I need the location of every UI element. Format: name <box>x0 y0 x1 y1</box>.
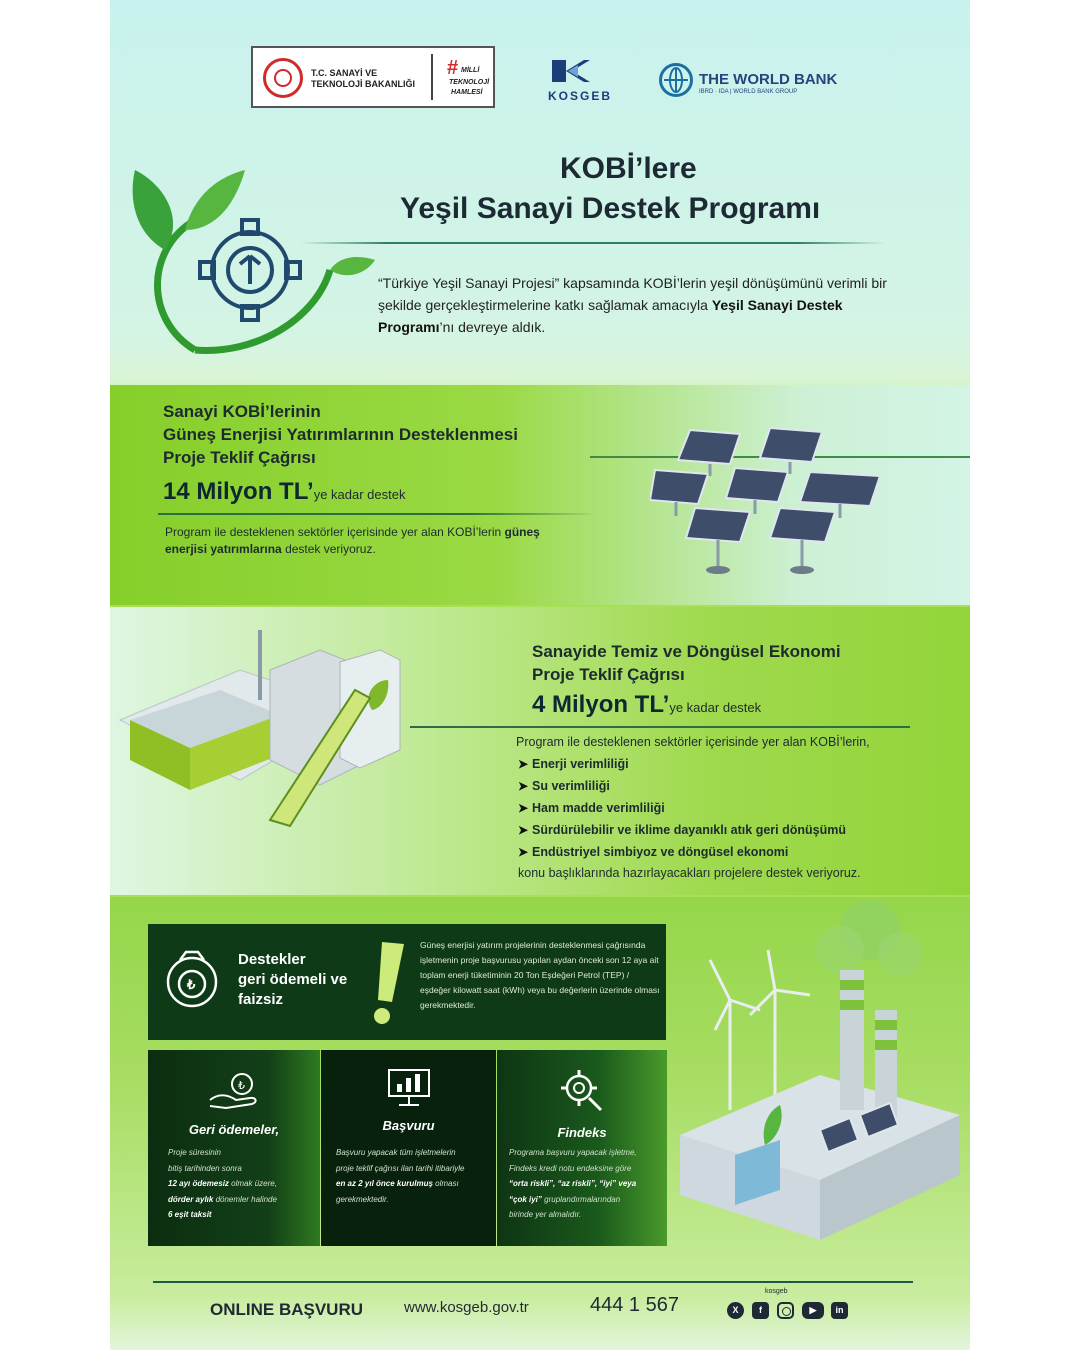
findeks-card <box>497 1050 667 1246</box>
intro-text: “Türkiye Yeşil Sanayi Projesi” kapsamında KOBİ’lerin yeşil dönüşümünü verimli bir şekilde gerçekleştirmelerine katkı sağlamak amacıyla Yeşil Sanayi Destek Programı’nı devreye aldık. <box>378 275 887 335</box>
worldbank-sub: IBRD · IDA | WORLD BANK GROUP <box>699 89 798 95</box>
gear-search-icon <box>559 1068 605 1114</box>
worldbank-name: THE WORLD BANK <box>699 71 838 88</box>
list-item: ➤ Endüstriyel simbiyoz ve döngüsel ekonomi <box>518 845 789 859</box>
phone-number[interactable]: 444 1 567 <box>590 1294 679 1316</box>
chevron-right-icon: ➤ <box>518 757 529 771</box>
repayment-card <box>148 1050 320 1246</box>
circular-intro: Program ile desteklenen sektörler içerisinde yer alan KOBİ’lerin, <box>516 735 870 749</box>
list-item: ➤ Su verimliliği <box>518 779 610 793</box>
kosgeb-logo <box>548 58 612 103</box>
page-title-line2: Yeşil Sanayi Destek Programı <box>400 192 821 225</box>
list-item: ➤ Enerji verimliliği <box>518 757 629 771</box>
findeks-card-text: Programa başvuru yapacak işletme, Findeks kredi notu endeksine göre “orta riskli”, “az riskli”, “iyi” veya “çok iyi” gruplandırmalarından birinde yer almalıdır. <box>509 1148 637 1219</box>
footer-divider <box>153 1281 913 1283</box>
online-application-link[interactable]: ONLINE BAŞVURU <box>210 1300 364 1319</box>
svg-text:₺: ₺ <box>238 1080 245 1092</box>
svg-text:₺: ₺ <box>187 977 196 992</box>
title-divider <box>300 242 885 244</box>
circular-amount: 4 Milyon TL’ye kadar destek <box>532 691 762 718</box>
hand-coin-icon <box>206 1070 262 1110</box>
ministry-logo <box>251 46 495 108</box>
exclamation-icon <box>370 942 404 1026</box>
kosgeb-name: KOSGEB <box>548 89 613 103</box>
circular-outro: konu başlıklarında hazırlayacakları projelere destek veriyoruz. <box>518 866 861 880</box>
support-terms-box <box>148 924 666 1040</box>
findeks-card-title: Findeks <box>557 1125 607 1140</box>
list-item: ➤ Sürdürülebilir ve iklime dayanıklı atık geri dönüşümü <box>518 823 846 837</box>
svg-text:TEKNOLOJİ: TEKNOLOJİ <box>449 79 490 86</box>
svg-text:MİLLİ: MİLLİ <box>461 67 480 74</box>
monitor-chart-icon <box>387 1068 431 1108</box>
list-item: ➤ Ham madde verimliliği <box>518 801 665 815</box>
repayment-card-text: Proje süresinin bitiş tarihinden sonra 12 ayı ödemesiz olmak üzere, dörder aylık dönemler halinde 6 eşit taksit <box>168 1148 277 1219</box>
solar-description: Program ile desteklenen sektörler içerisinde yer alan KOBİ’lerin güneş enerjisi yatırımlarına destek veriyoruz. <box>165 525 540 556</box>
application-card <box>321 1050 496 1246</box>
circular-heading: Sanayide Temiz ve Döngüsel Ekonomi Proje Teklif Çağrısı <box>532 642 841 684</box>
topic-list <box>518 753 846 863</box>
factory-icon <box>110 630 420 830</box>
support-terms-text: Destekler geri ödemeli ve faizsiz <box>238 951 348 1008</box>
ministry-seal-icon <box>263 58 303 98</box>
solar-divider <box>158 513 598 515</box>
facebook-icon[interactable]: f <box>752 1302 769 1319</box>
svg-text:#: # <box>447 57 459 79</box>
chevron-right-icon: ➤ <box>518 779 529 793</box>
leaf-gear-icon <box>125 160 375 360</box>
instagram-icon[interactable] <box>777 1302 794 1319</box>
chevron-right-icon: ➤ <box>518 801 529 815</box>
solar-heading: Sanayi KOBİ’lerinin Güneş Enerjisi Yatırımlarının Desteklenmesi Proje Teklif Çağrısı <box>163 402 518 467</box>
social-handle: kosgeb <box>765 1288 788 1295</box>
kosgeb-mark-icon <box>548 58 592 84</box>
solar-amount: 14 Milyon TL’ye kadar destek <box>163 478 406 505</box>
repayment-card-title: Geri ödemeler, <box>188 1122 280 1137</box>
solar-panel-icon <box>650 420 890 580</box>
poster <box>110 0 970 1350</box>
chevron-right-icon: ➤ <box>518 845 529 859</box>
green-factory-icon <box>670 900 970 1245</box>
youtube-icon[interactable]: ▶ <box>802 1302 824 1319</box>
application-card-title: Başvuru <box>382 1118 435 1133</box>
energy-requirement-note: Güneş enerjisi yatırım projelerinin desteklenmesi çağrısında işletmenin proje başvurusu yapılan aydan önceki son 12 aya ait toplam enerji tüketiminin 20 Ton Eşdeğeri Petrol (TEP) / eşdeğer kilowatt saat (kWh) veya bu değerlerin üzerinde olması gerekmektedir. <box>420 940 660 1010</box>
circular-divider <box>410 726 910 728</box>
globe-icon <box>659 63 693 97</box>
ministry-name: T.C. SANAYİ VE TEKNOLOJİ BAKANLIĞI <box>311 68 416 89</box>
chevron-right-icon: ➤ <box>518 823 529 837</box>
svg-text:HAMLESİ: HAMLESİ <box>451 89 483 96</box>
page-title-line1: KOBİ’lere <box>560 152 697 185</box>
website-link[interactable]: www.kosgeb.gov.tr <box>404 1299 529 1316</box>
application-card-text: Başvuru yapacak tüm işletmelerin proje teklif çağrısı ilan tarihi itibariyle en az 2 yıl önce kurulmuş olması gerekmektedir. <box>336 1148 465 1204</box>
linkedin-icon[interactable]: in <box>831 1302 848 1319</box>
x-icon[interactable]: X <box>727 1302 744 1319</box>
hamle-logo <box>437 52 491 104</box>
money-bag-icon <box>160 948 224 1010</box>
